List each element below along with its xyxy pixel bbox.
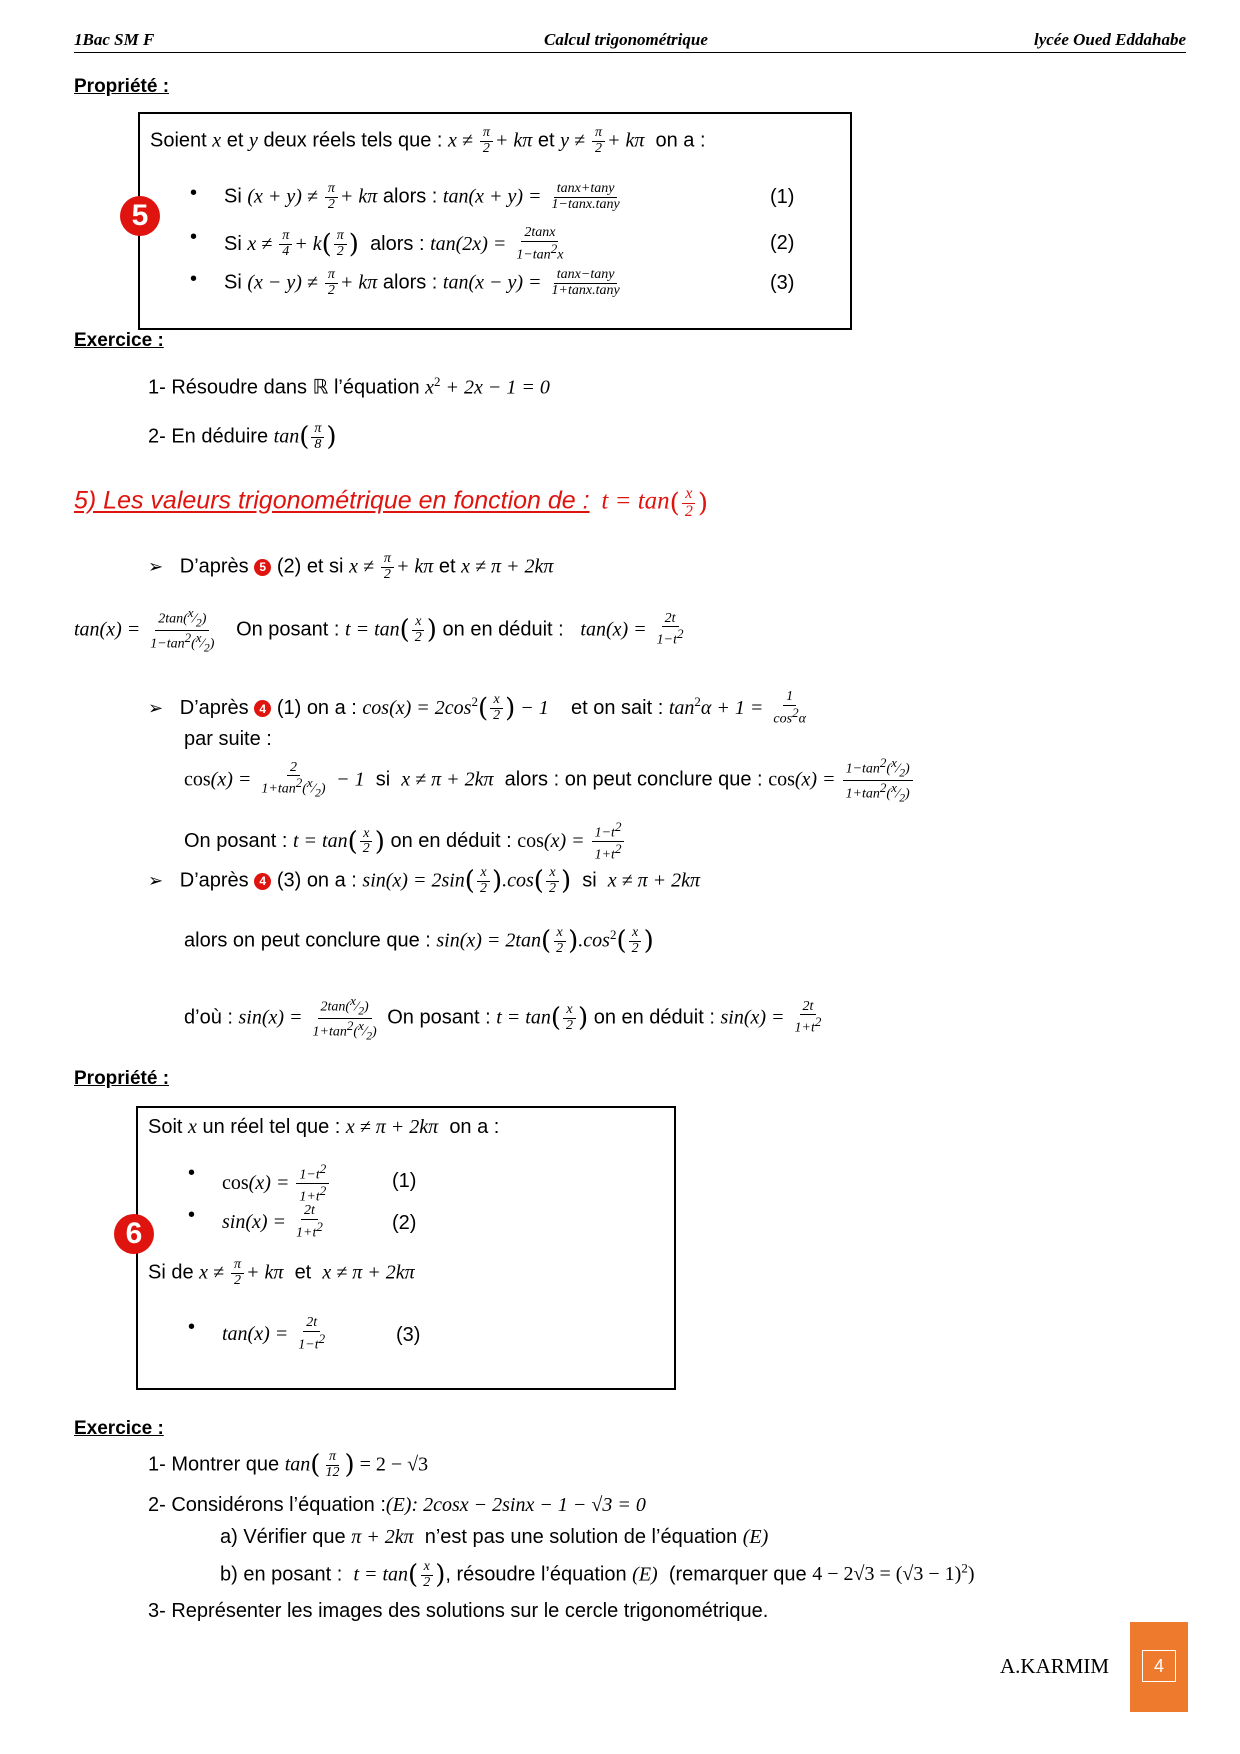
tan-x-derivation: tan(x) = $\frac{2\tan(^x⁄_2)}{1-\tan^2(^x⁄_2)}$ On posant : t = tan( $\frac{x}{2}$ ) on en déduit : tan(x) = $\frac{2t}{1-t^2}$ <box>74 605 684 655</box>
cos-result: On posant : t = tan( $\frac{x}{2}$ ) on en déduit : cos(x) = $\frac{1-t^2}{1+t^2}$ <box>184 820 626 864</box>
section-5-title: 5) Les valeurs trigonométrique en fonction de : t = tan( $\frac{x}{2}$ ) <box>74 485 708 520</box>
footer-author: A.KARMIM <box>1000 1654 1110 1678</box>
ref-4-icon: 4 <box>254 873 271 890</box>
page-number: 4 <box>1142 1650 1176 1682</box>
property-label: Propriété : <box>74 76 170 97</box>
exercise-label: Exercice : <box>74 330 164 351</box>
property-number-5: 5 <box>120 196 160 236</box>
dapres-3: ➢ D’après 4 (3) on a : sin(x) = 2sin( $\frac{x}{2}$ ).cos( $\frac{x}{2}$ ) si x ≠ π + 2kπ <box>148 865 701 897</box>
rule-2: • Si x ≠ $\frac{\pi}{4}$ + k( $\frac{\pi}{2}$ ) alors : tan(2x) = $\frac{2\tan x}{1-\tan^2x}$ <box>224 226 568 263</box>
sin-conclusion: alors on peut conclure que : sin(x) = 2tan( $\frac{x}{2}$ )$.\cos^2$( $\frac{x}{2}$ ) <box>184 925 654 957</box>
ref-4-icon: 4 <box>254 700 271 717</box>
property-number-6: 6 <box>114 1214 154 1254</box>
prop6-tag-1: (1) <box>392 1170 417 1192</box>
exercise-1-q1: 1- Résoudre dans ℝ l’équation $x^2 + 2x - 1 = 0$ <box>148 374 550 399</box>
prop6-tag-2: (2) <box>392 1212 417 1234</box>
property-label-2: Propriété : <box>74 1068 170 1089</box>
rule-1: • Si (x + y) ≠ $\frac{\pi}{2}$ + kπ alors : tan(x + y) = $\frac{\tan x+\tan y}{1-\tan x.\tan y}$ <box>224 182 625 212</box>
exercise-1-q2: 2- En déduire tan( $\frac{\pi}{8}$ ) <box>148 421 337 453</box>
header-class: 1Bac SM F <box>74 30 155 49</box>
page-number-box <box>1130 1622 1188 1712</box>
exercise-2-q2: 2- Considérons l’équation :(E): 2cosx − 2sinx − 1 − √3 = 0 <box>148 1494 646 1516</box>
exercise-2-q3: 3- Représenter les images des solutions sur le cercle trigonométrique. <box>148 1600 769 1622</box>
property-box-6 <box>136 1106 676 1390</box>
rule-3-tag: (3) <box>770 272 795 294</box>
cos-derivation: cos(x) = $\frac{2}{1+\tan^2(^x⁄_2)}$ − 1 si x ≠ π + 2kπ alors : on peut conclure que : cos(x) = $\frac{1-\tan^2(^x⁄_2)}{1+\tan^2(^x⁄_2)}$ <box>184 756 915 804</box>
prop6-rule-3: • tan(x) = $\frac{2t}{1-t^2}$ <box>222 1316 330 1353</box>
dapres-2: ➢ D’après 4 (1) on a : $\cos(x) = 2\cos^2$( $\frac{x}{2}$ ) − 1 et on sait : $\tan^2\alpha + 1$ = $\frac{1}{\cos^2\alpha}$ <box>148 689 806 727</box>
prop6-condition: Si de x ≠ $\frac{\pi}{2}$ + kπ et x ≠ π + 2kπ <box>148 1257 415 1288</box>
header-title: Calcul trigonométrique <box>544 30 708 49</box>
property-intro: Soient x et y deux réels tels que : x ≠ $\frac{\pi}{2}$ + kπ et y ≠ $\frac{\pi}{2}$ + kπ on a : <box>150 125 706 156</box>
exercise-2-qb: b) en posant : t = tan( $\frac{x}{2}$ ), résoudre l’équation (E) (remarquer que $4 - 2√3 = (√3 - 1)^2$) <box>220 1559 975 1591</box>
arrow-bullet-icon: ➢ <box>148 697 164 718</box>
header-school: lycée Oued Eddahabe <box>1033 30 1186 49</box>
par-suite: par suite : <box>184 728 272 750</box>
property-6-intro: Soit x un réel tel que : x ≠ π + 2kπ on a : <box>148 1116 500 1138</box>
exercise-label-2: Exercice : <box>74 1418 164 1439</box>
exercise-2-qa: a) Vérifier que π + 2kπ n’est pas une solution de l’équation (E) <box>220 1526 769 1548</box>
exercise-2-q1: 1- Montrer que tan( $\frac{\pi}{12}$ ) = 2 − √3 <box>148 1449 429 1481</box>
dapres-1: ➢ D’après 5 (2) et si x ≠ $\frac{\pi}{2}$ + kπ et x ≠ π + 2kπ <box>148 551 554 582</box>
rule-3: • Si (x − y) ≠ $\frac{\pi}{2}$ + kπ alors : tan(x − y) = $\frac{\tan x-\tan y}{1+\tan x.\tan y}$ <box>224 268 625 298</box>
page-header <box>74 30 1186 53</box>
property-box-5 <box>138 112 852 330</box>
ref-5-icon: 5 <box>254 559 271 576</box>
sin-result: d’où : sin(x) = $\frac{2\tan(^x⁄_2)}{1+\tan^2(^x⁄_2)}$ On posant : t = tan( $\frac{x}{2}$ ) on en déduit : sin(x) = $\frac{2t}{1+t^2}$ <box>184 993 822 1043</box>
prop6-rule-2: • sin(x) = $\frac{2t}{1+t^2}$ <box>222 1204 328 1241</box>
arrow-bullet-icon: ➢ <box>148 870 164 891</box>
rule-2-tag: (2) <box>770 232 795 254</box>
arrow-bullet-icon: ➢ <box>148 556 164 577</box>
prop6-rule-1: • cos(x) = $\frac{1-t^2}{1+t^2}$ <box>222 1162 331 1206</box>
rule-1-tag: (1) <box>770 186 795 208</box>
prop6-tag-3: (3) <box>396 1324 421 1346</box>
